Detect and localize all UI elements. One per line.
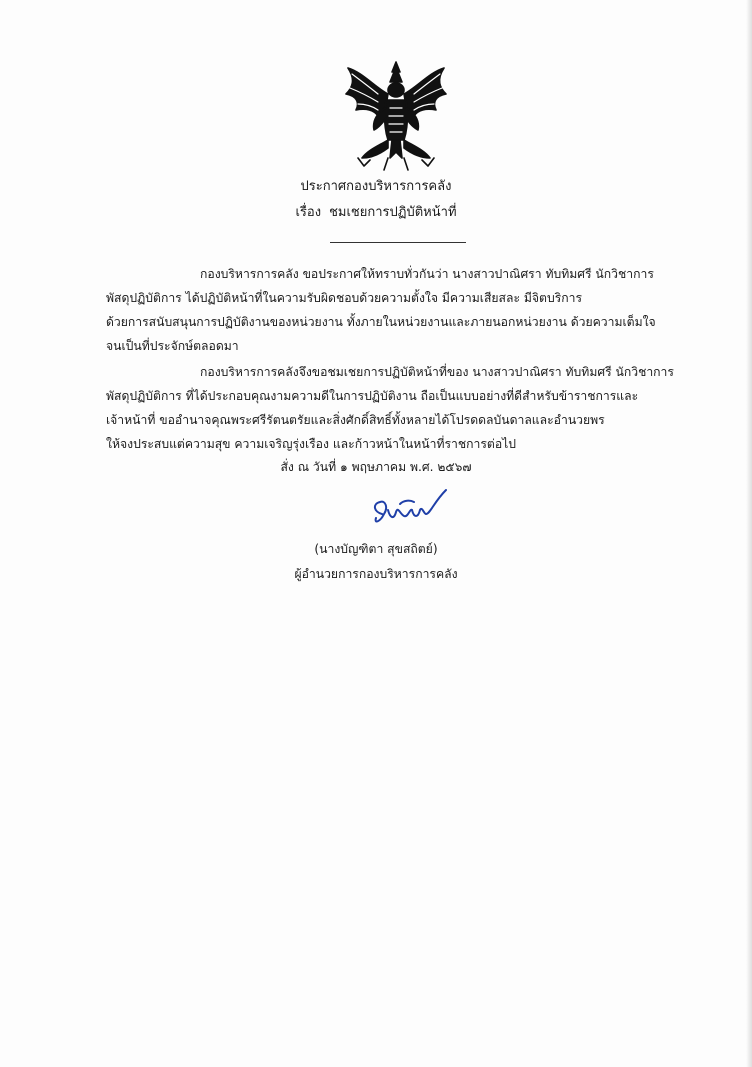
paragraph-line: ด้วยการสนับสนุนการปฏิบัติงานของหน่วยงาน ทั้งภายในหน่วยงานและภายนอกหน่วยงาน ด้วยความเต็มใจ [106, 315, 656, 329]
signer-name: (นางบัญฑิตา สุขสถิตย์) [314, 542, 438, 556]
paragraph-line: พัสดุปฏิบัติการ ได้ปฏิบัติหน้าที่ในความรับผิดชอบด้วยความตั้งใจ มีความเสียสละ มีจิตบริการ [106, 291, 583, 305]
page-edge-shadow [746, 0, 752, 1067]
issue-date: สั่ง ณ วันที่ ๑ พฤษภาคม พ.ศ. ๒๕๖๗ [280, 460, 472, 474]
title-divider [330, 242, 466, 243]
paragraph-2 [106, 360, 692, 456]
subject-line [0, 204, 752, 221]
subject-label: เรื่อง [295, 205, 322, 220]
handwritten-signature-icon [360, 484, 450, 534]
paragraph-line: กองบริหารการคลังจึงขอชมเชยการปฏิบัติหน้าที่ของ นางสาวปาณิศรา ทับทิมศรี นักวิชาการ [200, 365, 674, 379]
paragraph-line: กองบริหารการคลัง ขอประกาศให้ทราบทั่วกันว่า นางสาวปาณิศรา ทับทิมศรี นักวิชาการ [200, 267, 654, 281]
paragraph-line: พัสดุปฏิบัติการ ที่ได้ประกอบคุณงามความดีในการปฏิบัติงาน ถือเป็นแบบอย่างที่ดีสำหรับข้าราชการและ [106, 389, 639, 403]
announcement-title: ประกาศกองบริหารการคลัง [300, 179, 452, 194]
paragraph-line: จนเป็นที่ประจักษ์ตลอดมา [106, 339, 239, 353]
signer-position: ผู้อำนวยการกองบริหารการคลัง [294, 567, 458, 581]
garuda-emblem-icon [338, 58, 454, 174]
paragraph-1 [106, 262, 692, 358]
paragraph-line: เจ้าหน้าที่ ขออำนาจคุณพระศรีรัตนตรัยและสิ่งศักดิ์สิทธิ์ทั้งหลายได้โปรดดลบันดาลและอำนวยพร [106, 413, 605, 427]
subject-text: ชมเชยการปฏิบัติหน้าที่ [329, 205, 457, 220]
paragraph-line: ให้จงประสบแต่ความสุข ความเจริญรุ่งเรือง และก้าวหน้าในหน้าที่ราชการต่อไป [106, 437, 517, 451]
